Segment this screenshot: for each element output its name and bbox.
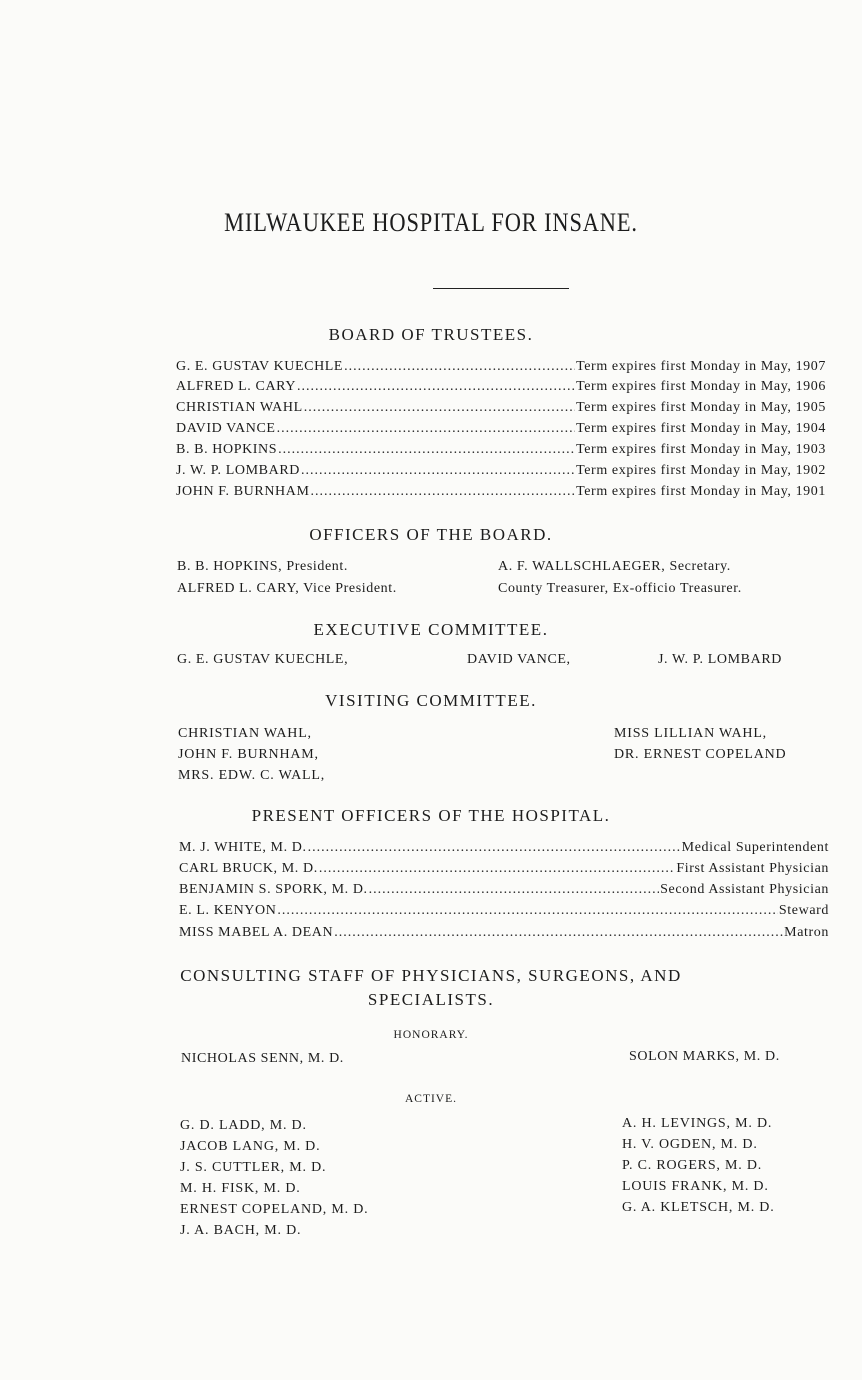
executive-member: J. W. P. LOMBARD <box>658 652 782 667</box>
honorary-label: HONORARY. <box>393 1029 469 1041</box>
trustee-term: Term expires first Monday in May, 1903 <box>576 442 826 457</box>
trustee-row <box>176 440 826 460</box>
active-member: J. A. BACH, M. D. <box>180 1223 302 1238</box>
executive-member: DAVID VANCE, <box>467 652 571 667</box>
dot-leader <box>278 440 575 460</box>
trustee-name: J. W. P. LOMBARD <box>176 463 300 478</box>
officer-title: Steward <box>778 903 829 918</box>
active-member: J. S. CUTTLER, M. D. <box>180 1160 327 1175</box>
officer-name: MISS MABEL A. DEAN <box>179 925 334 940</box>
active-member: ERNEST COPELAND, M. D. <box>180 1202 369 1217</box>
officer-row <box>179 838 829 858</box>
officer-title: Medical Superintendent <box>681 840 829 855</box>
active-member: JACOB LANG, M. D. <box>180 1139 321 1154</box>
trustee-name: G. E. GUSTAV KUECHLE <box>176 359 344 374</box>
visiting-member: CHRISTIAN WAHL, <box>178 726 312 741</box>
board-officer: B. B. HOPKINS, President. <box>177 559 348 574</box>
officer-row <box>179 880 829 900</box>
trustee-name: ALFRED L. CARY <box>176 379 297 394</box>
active-member: A. H. LEVINGS, M. D. <box>622 1116 773 1131</box>
visiting-member: DR. ERNEST COPELAND <box>614 747 787 762</box>
trustee-term: Term expires first Monday in May, 1904 <box>576 421 826 436</box>
trustee-term: Term expires first Monday in May, 1907 <box>576 359 826 374</box>
dot-leader <box>277 419 576 439</box>
visiting-member: MISS LILLIAN WAHL, <box>614 726 767 741</box>
trustee-row <box>176 482 826 502</box>
dot-leader <box>308 838 681 858</box>
visiting-member: MRS. EDW. C. WALL, <box>178 768 326 783</box>
executive-member: G. E. GUSTAV KUECHLE, <box>177 652 349 667</box>
officer-row <box>179 923 829 943</box>
active-member: LOUIS FRANK, M. D. <box>622 1179 769 1194</box>
page-title: MILWAUKEE HOSPITAL FOR INSANE. <box>224 208 638 237</box>
officers-of-board-heading: OFFICERS OF THE BOARD. <box>309 525 553 544</box>
dot-leader <box>304 398 575 418</box>
consulting-staff-heading-cont: SPECIALISTS. <box>367 990 495 1009</box>
trustee-name: DAVID VANCE <box>176 421 276 436</box>
dot-leader <box>277 901 778 921</box>
active-member: P. C. ROGERS, M. D. <box>622 1158 763 1173</box>
dot-leader <box>334 923 783 943</box>
title-rule <box>433 288 569 289</box>
visiting-member: JOHN F. BURNHAM, <box>178 747 319 762</box>
officer-row <box>179 859 829 879</box>
active-member: G. D. LADD, M. D. <box>180 1118 307 1133</box>
trustee-row <box>176 357 826 377</box>
trustee-row <box>176 461 826 481</box>
active-left-column <box>180 1115 368 1241</box>
trustee-term: Term expires first Monday in May, 1906 <box>576 379 826 394</box>
officer-name: BENJAMIN S. SPORK, M. D. <box>179 882 368 897</box>
trustee-name: CHRISTIAN WAHL <box>176 400 303 415</box>
trustee-name: JOHN F. BURNHAM <box>176 484 310 499</box>
dot-leader <box>344 357 575 377</box>
officer-title: Second Assistant Physician <box>660 882 829 897</box>
board-officer: A. F. WALLSCHLAEGER, Secretary. <box>498 559 731 574</box>
officer-name: E. L. KENYON <box>179 903 277 918</box>
officer-title: First Assistant Physician <box>676 861 829 876</box>
officer-name: M. J. WHITE, M. D. <box>179 840 307 855</box>
active-label: ACTIVE. <box>404 1093 458 1105</box>
dot-leader <box>297 377 575 397</box>
dot-leader <box>301 461 575 481</box>
active-member: G. A. KLETSCH, M. D. <box>622 1200 775 1215</box>
active-member: H. V. OGDEN, M. D. <box>622 1137 758 1152</box>
dot-leader <box>319 859 676 879</box>
honorary-member: NICHOLAS SENN, M. D. <box>181 1051 344 1066</box>
trustee-name: B. B. HOPKINS <box>176 442 278 457</box>
visiting-committee-heading: VISITING COMMITTEE. <box>325 691 537 710</box>
active-member: M. H. FISK, M. D. <box>180 1181 301 1196</box>
trustee-row <box>176 377 826 397</box>
officer-title: Matron <box>784 925 829 940</box>
visiting-left-column <box>178 723 325 786</box>
consulting-staff-heading: CONSULTING STAFF OF PHYSICIANS, SURGEONS, AND <box>180 966 682 985</box>
trustee-term: Term expires first Monday in May, 1905 <box>576 400 826 415</box>
trustee-row <box>176 419 826 439</box>
visiting-right-column <box>614 723 786 765</box>
trustee-term: Term expires first Monday in May, 1901 <box>576 484 826 499</box>
trustee-row <box>176 398 826 418</box>
present-officers-heading: PRESENT OFFICERS OF THE HOSPITAL. <box>251 806 611 825</box>
board-officer: County Treasurer, Ex-officio Treasurer. <box>498 581 742 596</box>
officer-row <box>179 901 829 921</box>
board-officer: ALFRED L. CARY, Vice President. <box>177 581 397 596</box>
trustee-term: Term expires first Monday in May, 1902 <box>576 463 826 478</box>
active-right-column <box>622 1113 775 1218</box>
dot-leader <box>369 880 660 900</box>
executive-committee-heading: EXECUTIVE COMMITTEE. <box>313 620 549 639</box>
honorary-member: SOLON MARKS, M. D. <box>629 1049 780 1064</box>
officer-name: CARL BRUCK, M. D. <box>179 861 318 876</box>
board-of-trustees-heading: BOARD OF TRUSTEES. <box>328 325 534 344</box>
dot-leader <box>311 482 576 502</box>
